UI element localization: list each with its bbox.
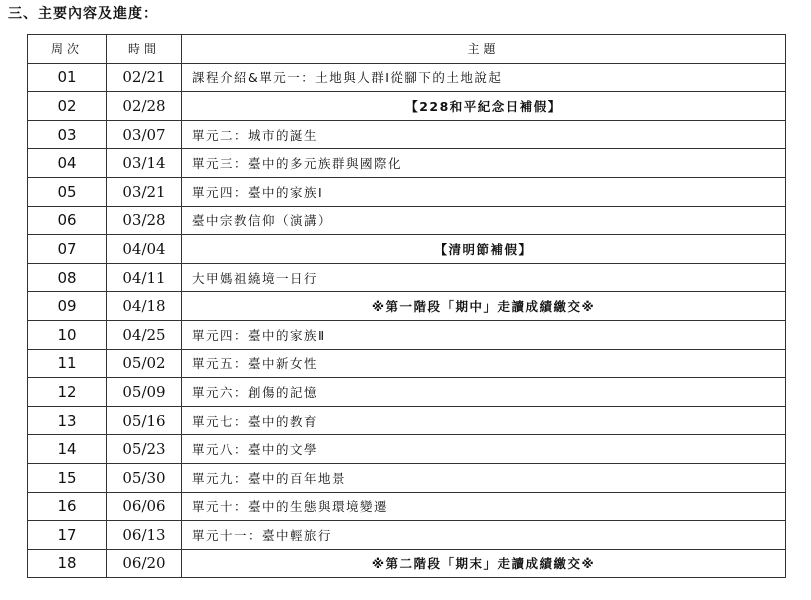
- table-row: [28, 492, 786, 521]
- topic-cell: 【清明節補假】: [182, 235, 786, 264]
- week-cell: 04: [28, 149, 107, 178]
- table-header-row: [28, 35, 786, 64]
- topic-cell: 大甲媽祖繞境一日行: [182, 263, 786, 292]
- date-cell: 04/04: [107, 235, 182, 264]
- table-row: [28, 120, 786, 149]
- week-cell: 08: [28, 263, 107, 292]
- date-cell: 05/23: [107, 435, 182, 464]
- table-row: [28, 263, 786, 292]
- table-row: [28, 292, 786, 321]
- week-cell: 09: [28, 292, 107, 321]
- table-row: [28, 435, 786, 464]
- date-cell: 06/06: [107, 492, 182, 521]
- date-cell: 06/20: [107, 549, 182, 578]
- section-heading: 三、主要內容及進度：: [8, 6, 158, 22]
- week-cell: 14: [28, 435, 107, 464]
- header-topic: 主題: [182, 35, 786, 64]
- table-row: [28, 63, 786, 92]
- date-cell: 03/14: [107, 149, 182, 178]
- topic-cell: 單元四：臺中的家族Ⅱ: [182, 320, 786, 349]
- date-cell: 02/28: [107, 92, 182, 121]
- table-row: [28, 92, 786, 121]
- topic-cell: ※第二階段「期末」走讀成績繳交※: [182, 549, 786, 578]
- table-row: [28, 349, 786, 378]
- week-cell: 01: [28, 63, 107, 92]
- table-row: [28, 206, 786, 235]
- week-cell: 16: [28, 492, 107, 521]
- table-row: [28, 549, 786, 578]
- schedule-table: [27, 34, 786, 578]
- date-cell: 04/11: [107, 263, 182, 292]
- topic-cell: 【228和平紀念日補假】: [182, 92, 786, 121]
- topic-cell: 單元二：城市的誕生: [182, 120, 786, 149]
- week-cell: 10: [28, 320, 107, 349]
- topic-cell: 單元十：臺中的生態與環境變遷: [182, 492, 786, 521]
- week-cell: 05: [28, 177, 107, 206]
- table-row: [28, 463, 786, 492]
- week-cell: 03: [28, 120, 107, 149]
- table-row: [28, 149, 786, 178]
- week-cell: 07: [28, 235, 107, 264]
- table-row: [28, 406, 786, 435]
- header-date: 時間: [107, 35, 182, 64]
- topic-cell: 單元七：臺中的教育: [182, 406, 786, 435]
- table-row: [28, 521, 786, 550]
- topic-cell: ※第一階段「期中」走讀成績繳交※: [182, 292, 786, 321]
- week-cell: 17: [28, 521, 107, 550]
- table-row: [28, 378, 786, 407]
- date-cell: 05/09: [107, 378, 182, 407]
- table-row: [28, 177, 786, 206]
- week-cell: 12: [28, 378, 107, 407]
- date-cell: 03/07: [107, 120, 182, 149]
- week-cell: 11: [28, 349, 107, 378]
- date-cell: 02/21: [107, 63, 182, 92]
- topic-cell: 單元十一：臺中輕旅行: [182, 521, 786, 550]
- topic-cell: 單元九：臺中的百年地景: [182, 463, 786, 492]
- date-cell: 03/21: [107, 177, 182, 206]
- table-row: [28, 235, 786, 264]
- week-cell: 18: [28, 549, 107, 578]
- date-cell: 05/30: [107, 463, 182, 492]
- date-cell: 03/28: [107, 206, 182, 235]
- topic-cell: 單元六：創傷的記憶: [182, 378, 786, 407]
- date-cell: 05/02: [107, 349, 182, 378]
- week-cell: 15: [28, 463, 107, 492]
- topic-cell: 單元三：臺中的多元族群與國際化: [182, 149, 786, 178]
- date-cell: 04/18: [107, 292, 182, 321]
- date-cell: 04/25: [107, 320, 182, 349]
- topic-cell: 課程介紹&單元一：土地與人群Ⅰ從腳下的土地說起: [182, 63, 786, 92]
- week-cell: 06: [28, 206, 107, 235]
- week-cell: 13: [28, 406, 107, 435]
- topic-cell: 臺中宗教信仰（演講）: [182, 206, 786, 235]
- table-row: [28, 320, 786, 349]
- date-cell: 05/16: [107, 406, 182, 435]
- topic-cell: 單元五：臺中新女性: [182, 349, 786, 378]
- topic-cell: 單元八：臺中的文學: [182, 435, 786, 464]
- header-week: 周次: [28, 35, 107, 64]
- week-cell: 02: [28, 92, 107, 121]
- date-cell: 06/13: [107, 521, 182, 550]
- topic-cell: 單元四：臺中的家族Ⅰ: [182, 177, 786, 206]
